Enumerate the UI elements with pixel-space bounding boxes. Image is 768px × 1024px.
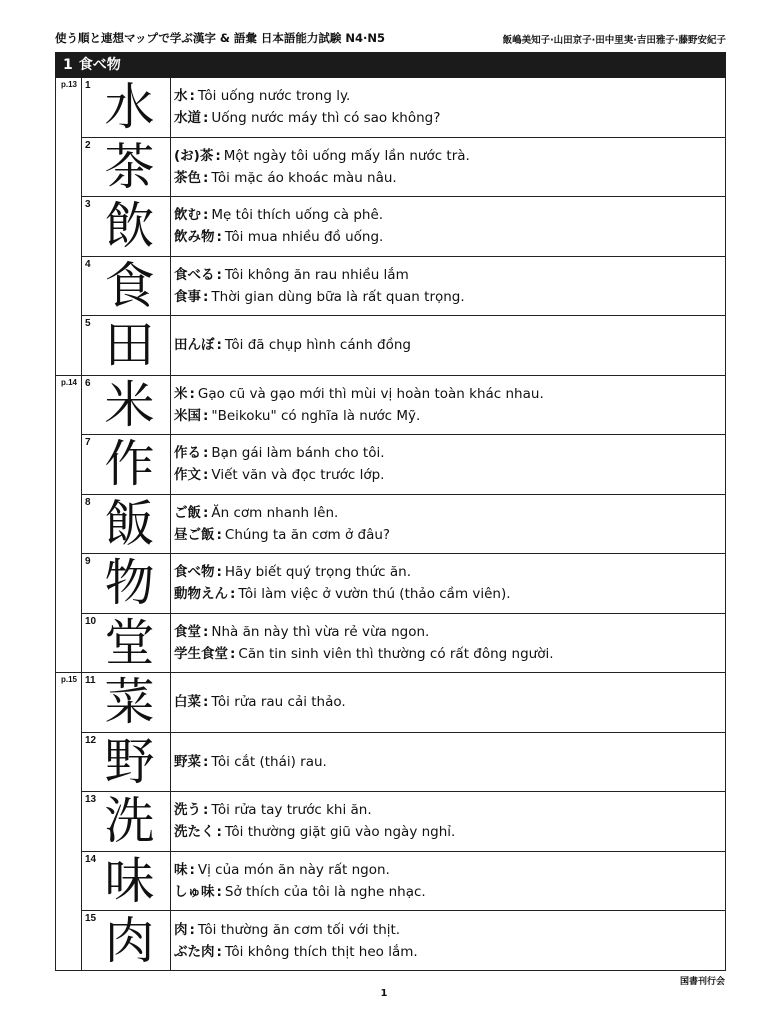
- kanji-character: 田: [104, 316, 155, 375]
- example-line: [174, 229, 722, 245]
- example-translation: Tôi mua nhiều đồ uống.: [224, 229, 384, 246]
- examples-cell: [174, 78, 722, 137]
- examples-cell: [174, 197, 722, 256]
- example-word: 作る: [174, 445, 201, 462]
- kanji-entry-row: [82, 257, 726, 317]
- example-line: [174, 862, 722, 878]
- kanji-character: 野: [104, 732, 155, 791]
- example-word: 白菜: [174, 694, 201, 711]
- examples-cell: [174, 673, 722, 732]
- example-word: 動物えん: [174, 586, 228, 603]
- separator-colon: :: [203, 110, 209, 127]
- kanji-entry-row: [82, 495, 726, 555]
- entry-number: 2: [85, 139, 91, 151]
- example-line: [174, 624, 722, 640]
- example-translation: Tôi uống nước trong ly.: [197, 88, 351, 105]
- example-word: 水: [174, 88, 188, 105]
- example-line: [174, 386, 722, 402]
- example-word: 洗たく: [174, 824, 215, 841]
- example-word: 味: [174, 861, 188, 878]
- separator-colon: :: [216, 943, 222, 960]
- kanji-character: 飯: [104, 494, 155, 553]
- entry-number: 8: [85, 496, 91, 508]
- example-word: 米: [174, 385, 188, 402]
- separator-colon: :: [216, 526, 222, 543]
- example-translation: Ăn cơm nhanh lên.: [211, 504, 339, 521]
- examples-cell: [174, 792, 722, 851]
- kanji-cell: [82, 197, 171, 256]
- example-word: ご飯: [174, 504, 201, 521]
- kanji-cell: [82, 257, 171, 316]
- separator-colon: :: [203, 445, 209, 462]
- example-translation: Uống nước máy thì có sao không?: [211, 110, 441, 127]
- publisher-name: 国書刊行会: [679, 977, 725, 987]
- separator-colon: :: [189, 861, 195, 878]
- kanji-character: 物: [104, 554, 155, 613]
- book-title: 使う順と連想マップで学ぶ漢字 & 語彙 日本語能力試験 N4·N5: [55, 31, 386, 45]
- separator-colon: :: [230, 586, 236, 603]
- kanji-character: 肉: [104, 911, 155, 970]
- example-line: [174, 467, 722, 483]
- example-translation: Tôi đã chụp hình cánh đồng: [224, 337, 411, 354]
- kanji-cell: [82, 316, 171, 375]
- example-word: 水道: [174, 110, 201, 127]
- kanji-entry-row: [82, 852, 726, 912]
- kanji-cell: [82, 852, 171, 911]
- separator-colon: :: [216, 266, 222, 283]
- kanji-entry-row: [82, 614, 726, 674]
- entry-number: 10: [85, 615, 97, 627]
- example-word: 野菜: [174, 753, 201, 770]
- example-line: [174, 802, 722, 818]
- separator-colon: :: [203, 504, 209, 521]
- kanji-character: 堂: [104, 613, 155, 672]
- kanji-cell: [82, 733, 171, 792]
- examples-cell: [174, 138, 722, 197]
- example-word: 洗う: [174, 802, 201, 819]
- document-header: [55, 28, 726, 48]
- example-line: [174, 646, 722, 662]
- examples-cell: [174, 435, 722, 494]
- example-translation: Gạo cũ và gạo mới thì mùi vị hoàn toàn khác nhau.: [197, 385, 544, 402]
- entry-number: 13: [85, 794, 97, 805]
- page-reference-column: [56, 78, 82, 970]
- kanji-cell: [82, 792, 171, 851]
- entry-number: 5: [85, 318, 91, 329]
- example-word: 食べ物: [174, 564, 215, 581]
- page-divider: [56, 375, 82, 376]
- example-word: 飲む: [174, 207, 201, 224]
- example-translation: "Beikoku" có nghĩa là nước Mỹ.: [211, 407, 421, 424]
- page-ref: p.13: [60, 80, 77, 89]
- separator-colon: :: [216, 564, 222, 581]
- separator-colon: :: [203, 407, 209, 424]
- example-line: [174, 110, 722, 126]
- separator-colon: :: [203, 207, 209, 224]
- separator-colon: :: [189, 88, 195, 105]
- separator-colon: :: [230, 645, 236, 662]
- entry-number: 7: [85, 437, 91, 448]
- example-translation: Tôi mặc áo khoác màu nâu.: [211, 169, 397, 186]
- kanji-cell: [82, 911, 171, 971]
- kanji-character: 食: [104, 256, 155, 315]
- example-word: 米国: [174, 407, 201, 424]
- separator-colon: :: [216, 337, 222, 354]
- kanji-cell: [82, 554, 171, 613]
- example-line: [174, 586, 722, 602]
- kanji-cell: [82, 78, 171, 137]
- entry-number: 11: [85, 675, 96, 686]
- kanji-cell: [82, 495, 171, 554]
- example-line: [174, 944, 722, 960]
- example-translation: Thời gian dùng bữa là rất quan trọng.: [211, 288, 465, 305]
- example-line: [174, 170, 722, 186]
- example-translation: Bạn gái làm bánh cho tôi.: [211, 445, 385, 462]
- examples-cell: [174, 376, 722, 435]
- examples-cell: [174, 554, 722, 613]
- example-translation: Hãy biết quý trọng thức ăn.: [224, 564, 411, 581]
- example-line: [174, 88, 722, 104]
- kanji-cell: [82, 376, 171, 435]
- kanji-cell: [82, 614, 171, 673]
- examples-cell: [174, 614, 722, 673]
- example-translation: Nhà ăn này thì vừa rẻ vừa ngon.: [211, 623, 430, 640]
- example-line: [174, 824, 722, 840]
- kanji-character: 飲: [104, 197, 155, 256]
- entry-number: 3: [85, 199, 91, 210]
- example-word: 食堂: [174, 623, 201, 640]
- example-line: [174, 289, 722, 305]
- example-translation: Căn tin sinh viên thì thường có rất đông người.: [238, 645, 554, 662]
- example-line: [174, 754, 722, 770]
- examples-cell: [174, 316, 722, 375]
- kanji-character: 洗: [104, 792, 155, 851]
- example-translation: Viết văn và đọc trước lớp.: [211, 467, 385, 484]
- kanji-entry-row: [82, 435, 726, 495]
- kanji-character: 菜: [104, 673, 155, 732]
- example-word: (お)茶: [174, 147, 214, 164]
- example-word: 学生食堂: [174, 645, 228, 662]
- kanji-entry-row: [82, 733, 726, 793]
- separator-colon: :: [203, 753, 209, 770]
- example-translation: Tôi rửa tay trước khi ăn.: [211, 802, 372, 819]
- example-translation: Sở thích của tôi là nghe nhạc.: [224, 883, 426, 900]
- example-translation: Chúng ta ăn cơm ở đâu?: [224, 526, 391, 543]
- section-header: [55, 52, 726, 78]
- kanji-entry-row: [82, 554, 726, 614]
- section-number: 1: [63, 57, 73, 73]
- separator-colon: :: [203, 802, 209, 819]
- entry-number: 9: [85, 556, 91, 567]
- kanji-cell: [82, 435, 171, 494]
- page-ref: p.14: [60, 378, 77, 387]
- example-line: [174, 564, 722, 580]
- kanji-entry-row: [82, 78, 726, 138]
- book-authors: 飯嶋美知子·山田京子·田中里実·吉田雅子·藤野安紀子: [502, 35, 726, 46]
- kanji-cell: [82, 673, 171, 732]
- example-translation: Tôi rửa rau cải thảo.: [211, 694, 346, 711]
- entry-number: 6: [85, 377, 91, 389]
- separator-colon: :: [216, 824, 222, 841]
- kanji-character: 茶: [104, 137, 155, 196]
- example-line: [174, 148, 722, 164]
- examples-cell: [174, 911, 722, 971]
- separator-colon: :: [203, 467, 209, 484]
- example-translation: Tôi cắt (thái) rau.: [211, 753, 327, 770]
- separator-colon: :: [203, 623, 209, 640]
- separator-colon: :: [216, 883, 222, 900]
- separator-colon: :: [203, 169, 209, 186]
- page-number: 1: [380, 988, 388, 999]
- page-divider: [56, 672, 82, 673]
- example-line: [174, 207, 722, 223]
- entry-number: 15: [85, 913, 97, 924]
- example-line: [174, 337, 722, 353]
- examples-cell: [174, 257, 722, 316]
- example-translation: Mẹ tôi thích uống cà phê.: [211, 207, 384, 224]
- example-line: [174, 884, 722, 900]
- example-word: 飲み物: [174, 229, 215, 246]
- kanji-character: 米: [104, 375, 155, 434]
- entry-number: 4: [85, 258, 91, 270]
- examples-cell: [174, 852, 722, 911]
- kanji-entry-row: [82, 197, 726, 257]
- separator-colon: :: [189, 385, 195, 402]
- page-ref: p.15: [60, 675, 77, 684]
- example-word: 昼ご飯: [174, 526, 215, 543]
- kanji-entry-row: [82, 138, 726, 198]
- example-line: [174, 445, 722, 461]
- example-translation: Tôi làm việc ở vườn thú (thảo cầm viên).: [238, 586, 511, 603]
- kanji-character: 味: [104, 851, 155, 910]
- example-line: [174, 408, 722, 424]
- example-translation: Tôi thường giặt giũ vào ngày nghỉ.: [224, 824, 456, 841]
- kanji-entry-row: [82, 316, 726, 376]
- kanji-entry-row: [82, 792, 726, 852]
- examples-cell: [174, 495, 722, 554]
- example-translation: Tôi không thích thịt heo lắm.: [224, 943, 418, 960]
- example-word: 食事: [174, 288, 201, 305]
- example-translation: Tôi thường ăn cơm tối với thịt.: [197, 921, 401, 938]
- kanji-cell: [82, 138, 171, 197]
- separator-colon: :: [203, 694, 209, 711]
- example-word: 食べる: [174, 266, 215, 283]
- example-word: 肉: [174, 921, 188, 938]
- example-word: ぶた肉: [174, 943, 215, 960]
- kanji-character: 作: [104, 435, 155, 494]
- kanji-entry-row: [82, 911, 726, 971]
- example-translation: Một ngày tôi uống mấy lần nước trà.: [223, 147, 470, 164]
- kanji-table: [55, 78, 726, 971]
- example-word: 作文: [174, 467, 201, 484]
- examples-cell: [174, 733, 722, 792]
- example-word: 茶色: [174, 169, 201, 186]
- example-line: [174, 694, 722, 710]
- example-line: [174, 527, 722, 543]
- example-line: [174, 267, 722, 283]
- section-title: 食べ物: [78, 57, 121, 73]
- kanji-character: 水: [104, 78, 155, 137]
- separator-colon: :: [189, 921, 195, 938]
- example-translation: Vị của món ăn này rất ngon.: [197, 861, 390, 878]
- separator-colon: :: [215, 147, 221, 164]
- kanji-entry-row: [82, 376, 726, 436]
- separator-colon: :: [216, 229, 222, 246]
- entry-number: 12: [85, 734, 97, 746]
- example-line: [174, 922, 722, 938]
- example-word: しゅ味: [174, 883, 215, 900]
- example-translation: Tôi không ăn rau nhiều lắm: [224, 266, 409, 283]
- example-line: [174, 505, 722, 521]
- separator-colon: :: [203, 288, 209, 305]
- entry-number: 14: [85, 853, 97, 865]
- entry-number: 1: [85, 80, 91, 91]
- example-word: 田んぼ: [174, 337, 215, 354]
- kanji-entry-row: [82, 673, 726, 733]
